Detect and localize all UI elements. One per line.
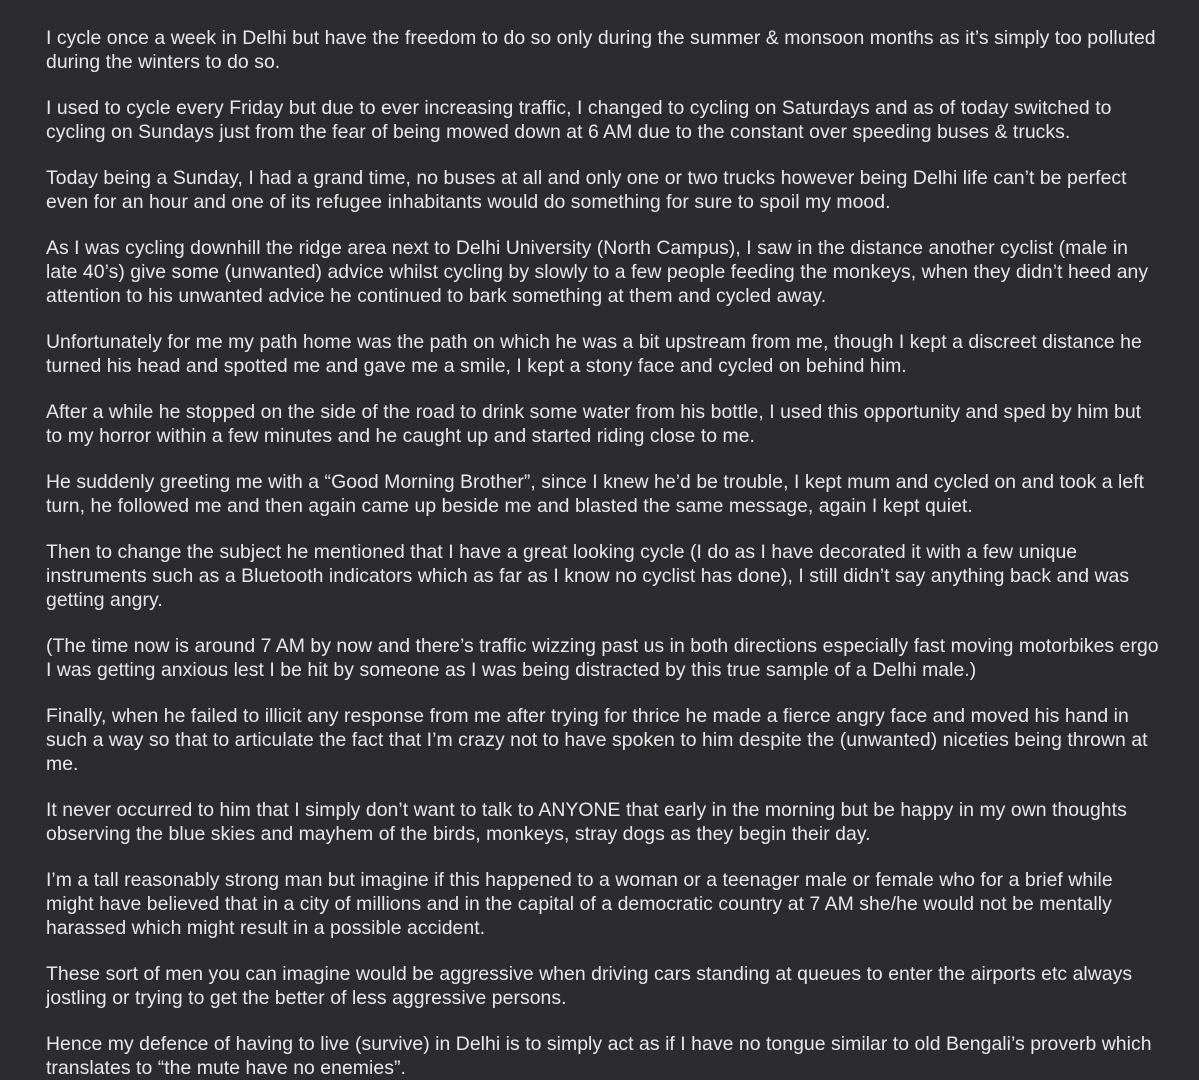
- paragraph: Finally, when he failed to illicit any response from me after trying for thrice he made a fierce angry face and moved his hand in such a way so that to articulate the fact that I’m crazy not to have spoken to him despite the (unwanted) niceties being thrown at me.: [46, 705, 1148, 775]
- paragraph: I cycle once a week in Delhi but have the freedom to do so only during the summer & monsoon months as it’s simply too polluted during the winters to do so.: [46, 27, 1156, 73]
- paragraph: It never occurred to him that I simply don’t want to talk to ANYONE that early in the morning but be happy in my own thoughts observing the blue skies and mayhem of the birds, monkeys, stray dogs as they begin their day.: [46, 799, 1127, 845]
- paragraph: Then to change the subject he mentioned that I have a great looking cycle (I do as I have decorated it with a few unique instruments such as a Bluetooth indicators which as far as I know no cyclist has done), I still didn’t say anything back and was getting angry.: [46, 541, 1130, 611]
- paragraph: As I was cycling downhill the ridge area next to Delhi University (North Campus), I saw in the distance another cyclist (male in late 40’s) give some (unwanted) advice whilst cycling by slowly to a few people feeding the monkeys, when they didn’t heed any attention to his unwanted advice he continued to bark something at them and cycled away.: [46, 237, 1149, 307]
- paragraph: (The time now is around 7 AM by now and there’s traffic wizzing past us in both directions especially fast moving motorbikes ergo I was getting anxious lest I be hit by someone as I was being distracted by this true sample of a Delhi male.): [46, 635, 1159, 681]
- paragraph: Unfortunately for me my path home was the path on which he was a bit upstream from me, though I kept a discreet distance he turned his head and spotted me and gave me a smile, I kept a stony face and cycled on behind him.: [46, 331, 1142, 377]
- paragraph: These sort of men you can imagine would be aggressive when driving cars standing at queues to enter the airports etc always jostling or trying to get the better of less aggressive persons.: [46, 963, 1133, 1009]
- paragraph: He suddenly greeting me with a “Good Morning Brother”, since I knew he’d be trouble, I kept mum and cycled on and took a left turn, he followed me and then again came up beside me and blasted the same message, again I kept quiet.: [46, 471, 1145, 517]
- paragraph: Today being a Sunday, I had a grand time, no buses at all and only one or two trucks however being Delhi life can’t be perfect even for an hour and one of its refugee inhabitants would do something for sure to spoil my mood.: [46, 167, 1127, 213]
- paragraph: I’m a tall reasonably strong man but imagine if this happened to a woman or a teenager male or female who for a brief while might have believed that in a city of millions and in the capital of a democratic country at 7 AM she/he would not be mentally harassed which might result in a possible accident.: [46, 869, 1113, 939]
- paragraph: Hence my defence of having to live (survive) in Delhi is to simply act as if I have no tongue similar to old Bengali’s proverb which translates to “the mute have no enemies”.: [46, 1033, 1152, 1079]
- paragraph: I used to cycle every Friday but due to ever increasing traffic, I changed to cycling on Saturdays and as of today switched to cycling on Sundays just from the fear of being mowed down at 6 AM due to the constant over speeding buses & trucks.: [46, 97, 1112, 143]
- paragraph: After a while he stopped on the side of the road to drink some water from his bottle, I used this opportunity and sped by him but to my horror within a few minutes and he caught up and started riding close to me.: [46, 401, 1142, 447]
